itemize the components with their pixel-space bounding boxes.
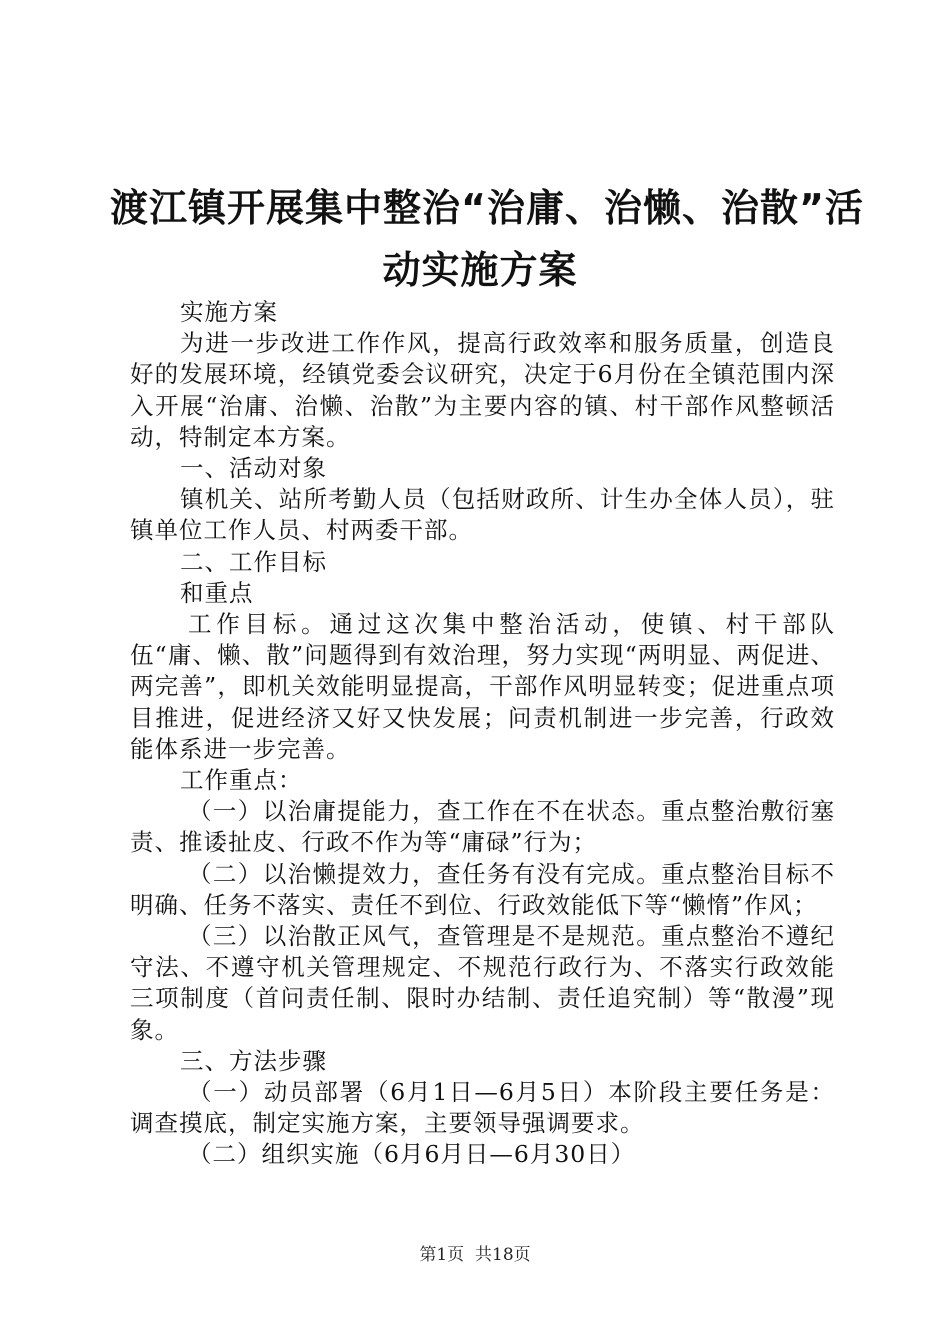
paragraph-step-2: （二）组织实施（6月6月日—6月30日） [188, 1140, 636, 1169]
paragraph-intro: 为进一步改进工作作风，提高行政效率和服务质量，创造良好的发展环境，经镇党委会议研究，决定于6月份在全镇范围内深入开展“治庸、治懒、治散”为主要内容的镇、村干部作风整顿活动，特制定本方案。 [130, 329, 835, 451]
page-total: 共18页 [475, 1245, 531, 1265]
paragraph-heading-plan: 实施方案 [180, 298, 278, 326]
document-title-line-2: 动实施方案 [382, 248, 578, 292]
paragraph-key-point-2: （二）以治懒提效力，查任务有没有完成。重点整治目标不明确、任务不落实、责任不到位、行政效能低下等“懒惰”作风； [130, 859, 835, 919]
section-heading-goals-cont: 和重点 [180, 578, 254, 607]
paragraph-key-point-3: （三）以治散正风气，查管理是不是规范。重点整治不遵纪守法、不遵守机关管理规定、不规范行政行为、不落实行政效能三项制度（首问责任制、限时办结制、责任追究制）等“散漫”现象。 [130, 922, 835, 1044]
section-heading-steps: 三、方法步骤 [180, 1046, 327, 1075]
document-body [130, 297, 835, 1171]
subheading-key-points: 工作重点： [180, 766, 303, 795]
section-heading-targets: 一、活动对象 [180, 454, 327, 483]
paragraph-step-1: （一）动员部署（6月1日—6月5日）本阶段主要任务是：调查摸底，制定实施方案，主要领导强调要求。 [130, 1078, 835, 1138]
paragraph-goals: 工作目标。通过这次集中整治活动，使镇、村干部队伍“庸、懒、散”问题得到有效治理，努力实现“两明显、两促进、两完善”，即机关效能明显提高，干部作风明显转变；促进重点项目推进，促进经济又好又快发展；问责机制进一步完善，行政效能体系进一步完善。 [130, 610, 835, 763]
paragraph-targets: 镇机关、站所考勤人员（包括财政所、计生办全体人员），驻镇单位工作人员、村两委干部。 [130, 485, 835, 545]
section-heading-goals: 二、工作目标 [180, 547, 327, 576]
page-number: 第1页 [419, 1245, 465, 1265]
paragraph-key-point-1: （一）以治庸提能力，查工作在不在状态。重点整治敷衍塞责、推诿扯皮、行政不作为等“庸碌”行为； [130, 797, 835, 857]
document-title-line-1: 渡江镇开展集中整治“治庸、治懒、治散”活 [110, 186, 864, 230]
page-footer [0, 1243, 950, 1267]
